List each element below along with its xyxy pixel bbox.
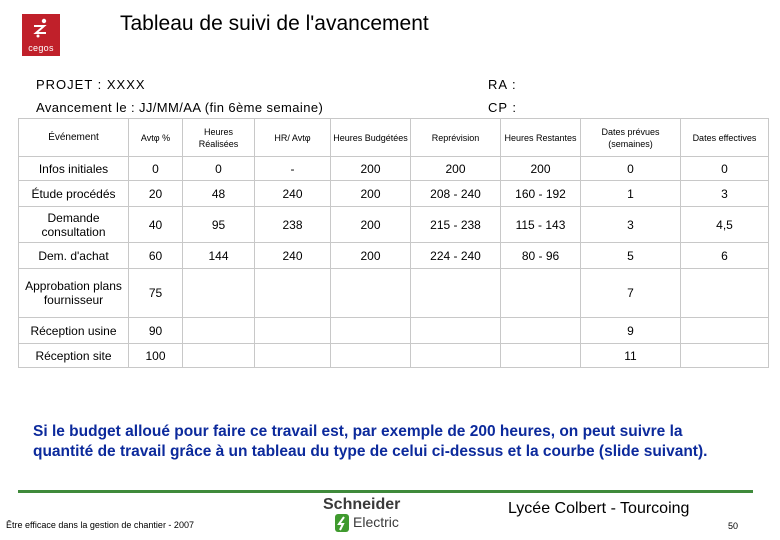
cell-dates-effectives: 0 xyxy=(681,157,769,181)
table-row xyxy=(19,269,769,318)
cell-heures-restantes: 160 - 192 xyxy=(501,181,581,207)
cell-heures-budgetees xyxy=(331,269,411,318)
cp-label: CP : xyxy=(488,100,518,115)
cell-heures-restantes xyxy=(501,318,581,344)
electric-wordmark: Electric xyxy=(353,514,399,530)
cell-evenement: Réception usine xyxy=(19,318,129,344)
cell-heures-restantes: 115 - 143 xyxy=(501,207,581,243)
cell-heures-budgetees xyxy=(331,344,411,368)
header-dates-prevues: Dates prévues (semaines) xyxy=(581,119,681,157)
table-row xyxy=(19,243,769,269)
school-name: Lycée Colbert - Tourcoing xyxy=(508,500,690,517)
cell-avancement: 75 xyxy=(129,269,183,318)
cell-evenement: Approbation plans fournisseur xyxy=(19,269,129,318)
cell-hr-avt xyxy=(255,318,331,344)
cell-heures-budgetees: 200 xyxy=(331,157,411,181)
page-number: 50 xyxy=(728,521,739,531)
cegos-mark-icon xyxy=(31,17,51,39)
cell-evenement: Dem. d'achat xyxy=(19,243,129,269)
explanation-note: Si le budget alloué pour faire ce travail est, par exemple de 200 heures, on peut suivre la quantité de travail grâce à un tableau du type de celui ci-dessus et la courbe (slide suivant). xyxy=(33,423,708,460)
schneider-electric-logo xyxy=(323,496,413,536)
cell-dates-prevues: 11 xyxy=(581,344,681,368)
cell-heures-budgetees xyxy=(331,318,411,344)
table-row xyxy=(19,207,769,243)
cell-reprevision xyxy=(411,269,501,318)
cell-heures-realisees xyxy=(183,344,255,368)
cell-dates-effectives: 3 xyxy=(681,181,769,207)
cell-dates-prevues: 9 xyxy=(581,318,681,344)
cell-reprevision: 224 - 240 xyxy=(411,243,501,269)
cegos-logo xyxy=(22,14,60,56)
cell-dates-effectives xyxy=(681,344,769,368)
table-row xyxy=(19,157,769,181)
cell-evenement: Infos initiales xyxy=(19,157,129,181)
cell-hr-avt xyxy=(255,269,331,318)
cell-dates-prevues: 1 xyxy=(581,181,681,207)
cell-hr-avt: 240 xyxy=(255,181,331,207)
table-row xyxy=(19,344,769,368)
cell-hr-avt xyxy=(255,344,331,368)
cell-dates-prevues: 5 xyxy=(581,243,681,269)
cell-hr-avt: 238 xyxy=(255,207,331,243)
cell-heures-realisees: 48 xyxy=(183,181,255,207)
cell-heures-restantes: 200 xyxy=(501,157,581,181)
cell-reprevision: 200 xyxy=(411,157,501,181)
cell-avancement: 100 xyxy=(129,344,183,368)
cell-reprevision: 208 - 240 xyxy=(411,181,501,207)
cell-dates-effectives xyxy=(681,318,769,344)
cell-avancement: 20 xyxy=(129,181,183,207)
cell-heures-realisees: 0 xyxy=(183,157,255,181)
cell-dates-prevues: 0 xyxy=(581,157,681,181)
footer-caption: Être efficace dans la gestion de chantier - 2007 xyxy=(6,520,194,530)
projet-label: PROJET : XXXX xyxy=(36,77,146,92)
cell-dates-effectives xyxy=(681,269,769,318)
footer-divider xyxy=(18,490,753,493)
page-title: Tableau de suivi de l'avancement xyxy=(120,12,429,35)
cell-hr-avt: - xyxy=(255,157,331,181)
cell-avancement: 60 xyxy=(129,243,183,269)
cell-reprevision xyxy=(411,344,501,368)
header-evenement: Événement xyxy=(19,119,129,157)
header-reprevision: Reprévision xyxy=(411,119,501,157)
cell-reprevision: 215 - 238 xyxy=(411,207,501,243)
cell-heures-realisees: 144 xyxy=(183,243,255,269)
cell-heures-restantes xyxy=(501,344,581,368)
cell-heures-realisees xyxy=(183,269,255,318)
table-row xyxy=(19,318,769,344)
cell-heures-budgetees: 200 xyxy=(331,243,411,269)
cell-hr-avt: 240 xyxy=(255,243,331,269)
header-heures-budgetees: Heures Budgétées xyxy=(331,119,411,157)
header-heures-realisees: Heures Réalisées xyxy=(183,119,255,157)
cell-evenement: Étude procédés xyxy=(19,181,129,207)
table-header-row xyxy=(19,119,769,157)
cell-dates-prevues: 3 xyxy=(581,207,681,243)
header-avancement-pct: Avtφ % xyxy=(129,119,183,157)
avancement-label: Avancement le : JJ/MM/AA (fin 6ème semaine) xyxy=(36,100,324,115)
ra-label: RA : xyxy=(488,77,517,92)
cell-heures-budgetees: 200 xyxy=(331,207,411,243)
cell-heures-restantes xyxy=(501,269,581,318)
cell-dates-effectives: 6 xyxy=(681,243,769,269)
logo-text: cegos xyxy=(28,43,54,53)
table-row xyxy=(19,181,769,207)
schneider-wordmark: Schneider xyxy=(323,496,401,513)
cell-evenement: Réception site xyxy=(19,344,129,368)
leaf-icon xyxy=(335,514,349,532)
header-hr-avt: HR/ Avtφ xyxy=(255,119,331,157)
cell-heures-restantes: 80 - 96 xyxy=(501,243,581,269)
cell-avancement: 40 xyxy=(129,207,183,243)
cell-heures-budgetees: 200 xyxy=(331,181,411,207)
cell-heures-realisees xyxy=(183,318,255,344)
cell-evenement: Demande consultation xyxy=(19,207,129,243)
cell-reprevision xyxy=(411,318,501,344)
cell-avancement: 90 xyxy=(129,318,183,344)
cell-heures-realisees: 95 xyxy=(183,207,255,243)
progress-table xyxy=(18,118,769,368)
cell-dates-effectives: 4,5 xyxy=(681,207,769,243)
cell-avancement: 0 xyxy=(129,157,183,181)
header-dates-effectives: Dates effectives xyxy=(681,119,769,157)
header-heures-restantes: Heures Restantes xyxy=(501,119,581,157)
cell-dates-prevues: 7 xyxy=(581,269,681,318)
